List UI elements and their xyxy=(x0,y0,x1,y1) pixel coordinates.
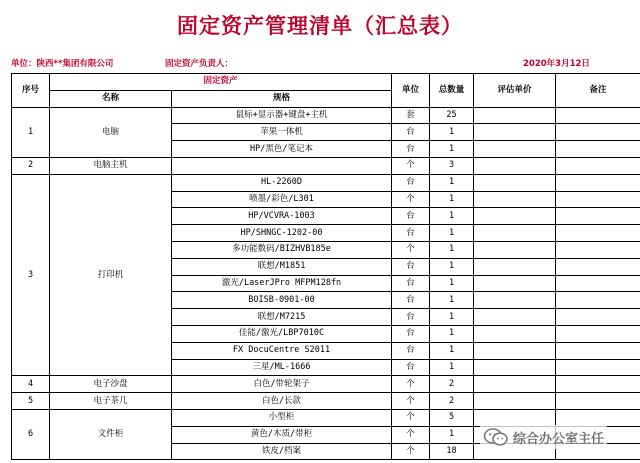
cell-unit: 个 xyxy=(392,241,430,258)
cell-quantity: 1 xyxy=(430,359,474,376)
report-date: 2020年3月12日 xyxy=(523,59,590,69)
cell-unit: 个 xyxy=(392,393,430,410)
cell-unit-price xyxy=(474,107,556,124)
cell-quantity: 1 xyxy=(430,241,474,258)
cell-spec: 铁皮/档案 xyxy=(172,443,392,460)
header-note: 备注 xyxy=(556,74,640,108)
cell-spec: 白色/带轮架子 xyxy=(172,376,392,393)
cell-note xyxy=(556,174,640,191)
cell-unit: 台 xyxy=(392,124,430,141)
cell-note xyxy=(556,325,640,342)
watermark-text: 综合办公室主任 xyxy=(513,431,605,447)
cell-unit: 台 xyxy=(392,342,430,359)
cell-spec: 小型柜 xyxy=(172,409,392,426)
cell-unit: 个 xyxy=(392,443,430,460)
cell-unit-price xyxy=(474,275,556,292)
cell-name: 电子沙盘 xyxy=(50,376,172,393)
table-row xyxy=(12,376,640,393)
cell-note xyxy=(556,393,640,410)
cell-unit: 个 xyxy=(392,409,430,426)
table-body xyxy=(12,107,640,460)
header-quantity: 总数量 xyxy=(430,74,474,108)
cell-spec: 喷墨/彩色/L301 xyxy=(172,191,392,208)
cell-spec: HL-2260D xyxy=(172,174,392,191)
cell-quantity: 1 xyxy=(430,426,474,443)
cell-unit-price xyxy=(474,359,556,376)
cell-note xyxy=(556,124,640,141)
cell-spec: 联想/M7215 xyxy=(172,309,392,326)
cell-spec xyxy=(172,157,392,174)
header-unit-price: 评估单价 xyxy=(474,74,556,108)
cell-spec: 苹果一体机 xyxy=(172,124,392,141)
cell-unit: 台 xyxy=(392,309,430,326)
cell-name: 打印机 xyxy=(50,174,172,376)
asset-table xyxy=(11,73,640,460)
cell-quantity: 1 xyxy=(430,141,474,158)
cell-spec: 多功能数码/BIZHVB185e xyxy=(172,241,392,258)
cell-unit-price xyxy=(474,208,556,225)
cell-unit: 台 xyxy=(392,174,430,191)
cell-seq: 3 xyxy=(12,174,50,376)
cell-quantity: 2 xyxy=(430,393,474,410)
cell-unit-price xyxy=(474,309,556,326)
table-row xyxy=(12,174,640,191)
cell-quantity: 1 xyxy=(430,342,474,359)
header-seq: 序号 xyxy=(12,74,50,108)
cell-unit-price xyxy=(474,174,556,191)
header-unit: 单位 xyxy=(392,74,430,108)
company-unit-label: 单位：陕西**集团有限公司 xyxy=(11,59,114,69)
cell-quantity: 3 xyxy=(430,157,474,174)
cell-unit-price xyxy=(474,376,556,393)
cell-seq: 6 xyxy=(12,409,50,459)
cell-quantity: 18 xyxy=(430,443,474,460)
cell-unit-price xyxy=(474,292,556,309)
cell-quantity: 1 xyxy=(430,124,474,141)
cell-unit: 个 xyxy=(392,376,430,393)
cell-quantity: 1 xyxy=(430,325,474,342)
cell-unit: 台 xyxy=(392,359,430,376)
cell-spec: 鼠标+显示器+键盘+主机 xyxy=(172,107,392,124)
cell-quantity: 2 xyxy=(430,376,474,393)
cell-note xyxy=(556,359,640,376)
cell-unit-price xyxy=(474,225,556,242)
table-row xyxy=(12,409,640,426)
cell-name: 文件柜 xyxy=(50,409,172,459)
cell-quantity: 1 xyxy=(430,275,474,292)
cell-note xyxy=(556,309,640,326)
cell-spec: 白色/长款 xyxy=(172,393,392,410)
cell-note xyxy=(556,141,640,158)
cell-quantity: 5 xyxy=(430,409,474,426)
cell-quantity: 1 xyxy=(430,292,474,309)
cell-note xyxy=(556,292,640,309)
page-title: 固定资产管理清单（汇总表） xyxy=(177,13,463,38)
cell-unit: 台 xyxy=(392,258,430,275)
cell-note xyxy=(556,342,640,359)
cell-unit-price xyxy=(474,325,556,342)
cell-unit-price xyxy=(474,157,556,174)
header-name: 名称 xyxy=(50,90,172,107)
cell-unit: 台 xyxy=(392,208,430,225)
cell-quantity: 25 xyxy=(430,107,474,124)
cell-unit-price xyxy=(474,258,556,275)
cell-unit-price xyxy=(474,141,556,158)
cell-unit: 台 xyxy=(392,292,430,309)
cell-unit: 台 xyxy=(392,225,430,242)
cell-seq: 5 xyxy=(12,393,50,410)
header-spec: 规格 xyxy=(172,90,392,107)
cell-quantity: 1 xyxy=(430,225,474,242)
cell-note xyxy=(556,191,640,208)
cell-unit: 个 xyxy=(392,426,430,443)
cell-unit: 台 xyxy=(392,275,430,292)
cell-note xyxy=(556,241,640,258)
cell-quantity: 1 xyxy=(430,208,474,225)
cell-spec: HP/VCVRA-1003 xyxy=(172,208,392,225)
cell-unit: 个 xyxy=(392,157,430,174)
cell-spec: HP/SHNGC-1202-00 xyxy=(172,225,392,242)
cell-unit-price xyxy=(474,124,556,141)
cell-note xyxy=(556,225,640,242)
cell-spec: 黄色/木质/带柜 xyxy=(172,426,392,443)
cell-unit-price xyxy=(474,241,556,258)
cell-unit: 台 xyxy=(392,325,430,342)
cell-spec: HP/黑色/笔记本 xyxy=(172,141,392,158)
table-row xyxy=(12,157,640,174)
cell-quantity: 1 xyxy=(430,174,474,191)
cell-note xyxy=(556,258,640,275)
cell-note xyxy=(556,208,640,225)
cell-unit-price xyxy=(474,409,556,426)
cell-note xyxy=(556,275,640,292)
cell-quantity: 1 xyxy=(430,258,474,275)
asset-owner-label: 固定资产负责人： xyxy=(165,59,234,69)
cell-note xyxy=(556,157,640,174)
wechat-icon xyxy=(483,427,509,447)
header-fixed-assets: 固定资产 xyxy=(50,74,392,91)
cell-name: 电子茶几 xyxy=(50,393,172,410)
cell-unit: 套 xyxy=(392,107,430,124)
cell-unit-price xyxy=(474,393,556,410)
cell-spec: 激光/LaserJPro MFPM128fn xyxy=(172,275,392,292)
table-row xyxy=(12,107,640,124)
cell-seq: 4 xyxy=(12,376,50,393)
cell-name: 电脑 xyxy=(50,107,172,157)
cell-unit-price xyxy=(474,342,556,359)
cell-note xyxy=(556,409,640,426)
cell-spec: 佳能/激光/LBP7010C xyxy=(172,325,392,342)
cell-unit: 个 xyxy=(392,191,430,208)
cell-spec: FX DocuCentre S2011 xyxy=(172,342,392,359)
cell-unit: 台 xyxy=(392,141,430,158)
cell-seq: 1 xyxy=(12,107,50,157)
cell-seq: 2 xyxy=(12,157,50,174)
cell-unit-price xyxy=(474,191,556,208)
cell-name: 电脑主机 xyxy=(50,157,172,174)
cell-spec: 三星/ML-1666 xyxy=(172,359,392,376)
cell-note xyxy=(556,376,640,393)
cell-quantity: 1 xyxy=(430,309,474,326)
cell-note xyxy=(556,107,640,124)
cell-spec: 联想/M1851 xyxy=(172,258,392,275)
watermark xyxy=(480,425,607,449)
cell-quantity: 1 xyxy=(430,191,474,208)
cell-spec: BOISB-0901-00 xyxy=(172,292,392,309)
table-row xyxy=(12,393,640,410)
